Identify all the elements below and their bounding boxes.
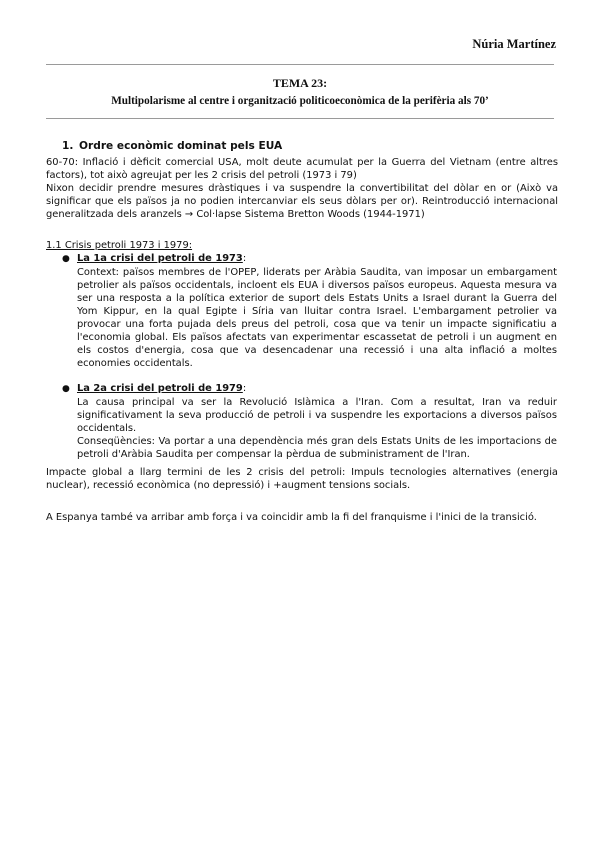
subsection-heading: 1.1 Crisis petroli 1973 i 1979: bbox=[46, 240, 193, 251]
spain-block bbox=[46, 511, 558, 524]
bullet-1979: ● La 2a crisi del petroli de 1979: bbox=[62, 383, 247, 394]
bullet-1979-title: La 2a crisi del petroli de 1979 bbox=[77, 383, 243, 394]
topic-title: Multipolarisme al centre i organització politicoeconòmica de la perifèria als 70’ bbox=[111, 95, 489, 107]
bullet-1979-cause: La causa principal va ser la Revolució Islàmica a l'Iran. Com a resultat, Iran va reduir significativament la seva producció de petroli i va suspendre les exportacions a diversos països occidentals. bbox=[77, 397, 557, 434]
section-title: Ordre econòmic dominat pels EUA bbox=[79, 140, 283, 152]
author-name: Núria Martínez bbox=[472, 37, 556, 51]
bullet-1979-body bbox=[77, 396, 557, 461]
section-number: 1. bbox=[62, 140, 74, 152]
bottom-divider bbox=[46, 118, 554, 119]
impact-paragraph: Impacte global a llarg termini de les 2 crisis del petroli: Impuls tecnologies alternatives (energia nuclear), recessió econòmica (no depressió) i +augment tensions socials. bbox=[46, 467, 558, 491]
paragraph-inflation: 60-70: Inflació i dèficit comercial USA, molt deute acumulat per la Guerra del Vietnam (entre altres factors), tot això agreujat per les 2 crisis del petroli (1973 i 79) bbox=[46, 157, 558, 181]
section-heading bbox=[62, 140, 282, 152]
impact-block bbox=[46, 466, 558, 492]
section-intro bbox=[46, 156, 558, 221]
bullet-1973-text: Context: països membres de l'OPEP, liderats per Aràbia Saudita, van imposar un embargament petrolier als països occidentals, incloent els EUA i diversos països europeus. Aquesta mesura va ser una resposta a la política exterior de suport dels Estats Units a Israel durant la Guerra del Yom Kippur, en la qual Egipte i Síria van lluitar contra Israel. L'embargament petrolier va provocar una forta pujada dels preus del petroli, cosa que va tenir un impacte significatiu a l'economia global. Els països afectats van experimentar escassetat de petroli i un augment en els costos d'energia, cosa que va desencadenar una recessió i una alta inflació a moltes economies occidentals. bbox=[77, 267, 557, 369]
bullet-1973-title: La 1a crisi del petroli de 1973 bbox=[77, 253, 243, 264]
top-divider bbox=[46, 64, 554, 65]
bullet-1973-body bbox=[77, 266, 557, 370]
spain-paragraph: A Espanya també va arribar amb força i va coincidir amb la fi del franquisme i l'inici de la transició. bbox=[46, 512, 537, 523]
bullet-1979-consequences: Conseqüències: Va portar a una dependència més gran dels Estats Units de les importacions de petroli d'Aràbia Saudita per compensar la pèrdua de subministrament de l'Iran. bbox=[77, 436, 557, 460]
bullet-dot-icon: ● bbox=[62, 384, 70, 394]
paragraph-nixon: Nixon decidir prendre mesures dràstiques i va suspendre la convertibilitat del dòlar en or (Això va significar que els països ja no podien intercanviar els seus dòlars per or). Reintroducció internacional generalitzada dels aranzels → Col·lapse Sistema Bretton Woods (1944-1971) bbox=[46, 183, 558, 220]
bullet-1973: ● La 1a crisi del petroli de 1973: bbox=[62, 253, 247, 264]
bullet-dot-icon: ● bbox=[62, 254, 70, 264]
topic-number: TEMA 23: bbox=[272, 76, 328, 90]
